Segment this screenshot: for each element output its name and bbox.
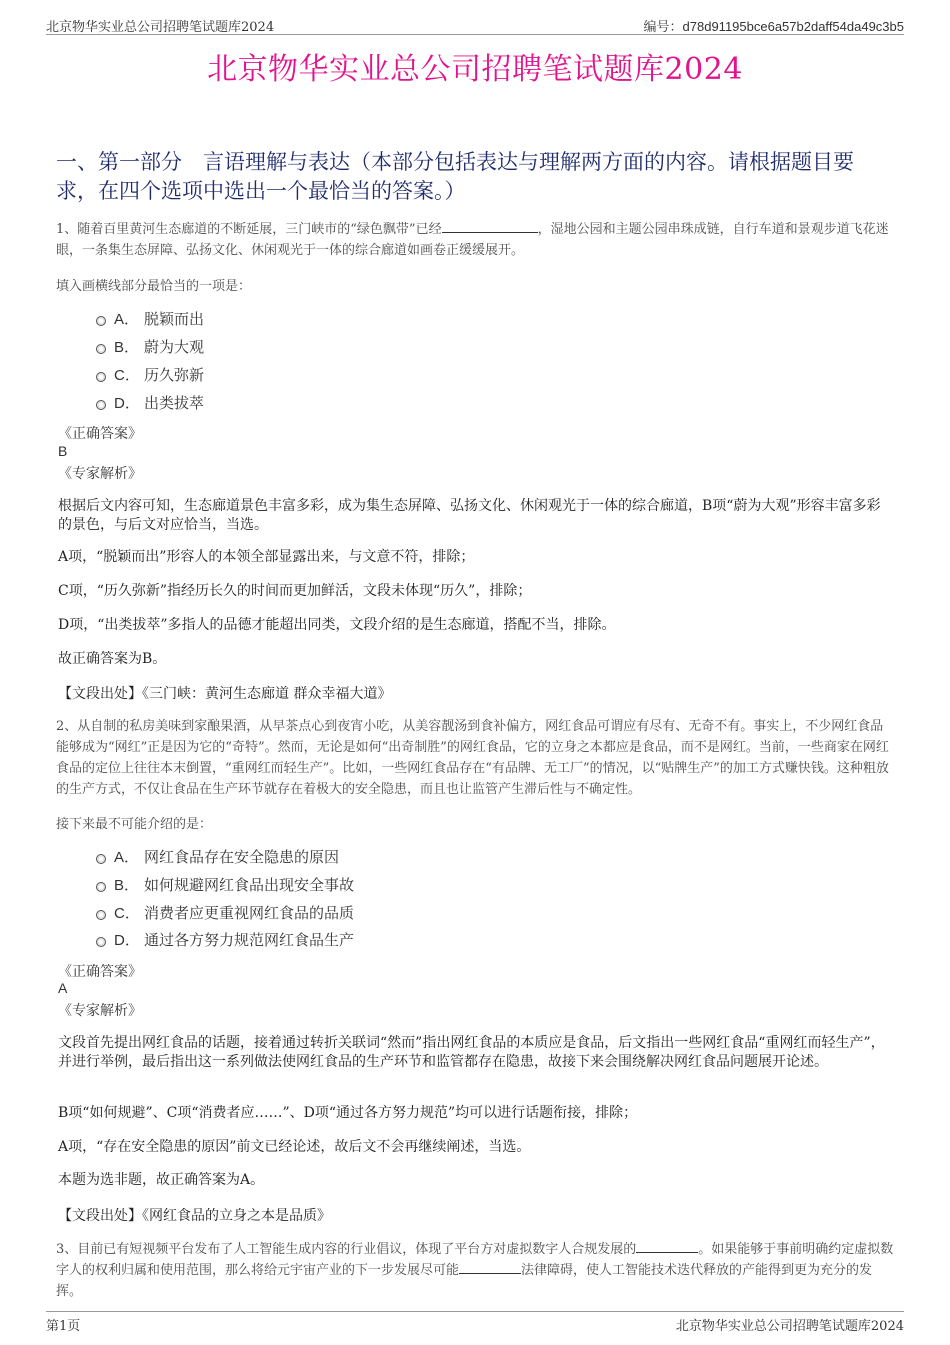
- page-number: 第1页: [46, 1319, 81, 1334]
- question-2-text: 2、从自制的私房美味到家酿果酒，从早茶点心到夜宵小吃，从美容靓汤到食补偏方，网红食品可谓应有尽有、无奇不有。事实上，不少网红食品能够成为“网红”正是因为它的“奇特”。然而，无论是如何“出奇制胜”的网红食品，它的立身之本都应是食品，而不是网红。当前，一些商家在网红食品的定位上往往本末倒置，“重网红而轻生产”。比如，一些网红食品存在“有品牌、无工厂”的情况，以“贴牌生产”的加工方式赚快钱。这种粗放的生产方式，不仅让食品在生产环节就存在着极大的安全隐患，而且也让监管产生滞后性与不确定性。: [56, 719, 889, 797]
- question-1-text-after: ，湿地公园和主题公园串珠成链，自行车道和景观步道飞花迷眼，一条集生态屏障、弘扬文化、休闲观光于一体的综合廊道如画卷正缓缓展开。: [56, 222, 889, 258]
- radio-icon[interactable]: [96, 372, 106, 382]
- option-text: 消费者应更重视网红食品的品质: [144, 904, 355, 922]
- question-2-prompt: 接下来最不可能介绍的是：: [56, 817, 213, 832]
- answer-label: 《正确答案》: [58, 426, 142, 442]
- radio-icon[interactable]: [96, 910, 106, 920]
- radio-icon[interactable]: [96, 937, 106, 947]
- option-text: 历久弥新: [144, 366, 205, 384]
- analysis-paragraph: A项，“脱颖而出”形容人的本领全部显露出来，与文意不符，排除；: [58, 549, 475, 565]
- question-1-option-b[interactable]: [96, 336, 204, 358]
- answer-value: A: [58, 980, 68, 996]
- option-text: 如何规避网红食品出现安全事故: [144, 876, 355, 894]
- analysis-paragraph: C项，“历久弥新”指经历长久的时间而更加鲜活，文段未体现“历久”，排除；: [58, 583, 532, 599]
- header-id-label: 编号：: [643, 20, 683, 35]
- fill-blank: [459, 1261, 521, 1274]
- option-text: 出类拔萃: [144, 394, 205, 412]
- option-letter: C．: [114, 367, 140, 384]
- question-3-text: [56, 1239, 896, 1302]
- option-letter: B．: [114, 877, 140, 894]
- option-text: 通过各方努力规范网红食品生产: [144, 931, 355, 949]
- option-letter: A．: [114, 849, 140, 866]
- answer-value: B: [58, 443, 68, 459]
- question-2-option-d[interactable]: [96, 929, 354, 951]
- question-2-option-a[interactable]: [96, 846, 339, 868]
- question-1-option-a[interactable]: [96, 308, 204, 330]
- page-header: [46, 12, 904, 35]
- option-letter: D．: [114, 395, 140, 412]
- radio-icon[interactable]: [96, 344, 106, 354]
- fill-blank: [636, 1240, 698, 1253]
- option-letter: C．: [114, 905, 140, 922]
- source-citation: 【文段出处】《网红食品的立身之本是品质》: [58, 1208, 331, 1224]
- radio-icon[interactable]: [96, 400, 106, 410]
- question-2-option-c[interactable]: [96, 902, 354, 924]
- radio-icon[interactable]: [96, 316, 106, 326]
- section-heading: 一、第一部分 言语理解与表达（本部分包括表达与理解两方面的内容。请根据题目要求，在四个选项中选出一个最恰当的答案。）: [56, 150, 854, 203]
- question-1-option-c[interactable]: [96, 364, 204, 386]
- header-doc-id: [644, 16, 904, 35]
- question-3-text-a: 3、目前已有短视频平台发布了人工智能生成内容的行业倡议，体现了平台方对虚拟数字人合规发展的: [56, 1242, 637, 1257]
- analysis-paragraph: D项，“出类拔萃”多指人的品德才能超出同类，文段介绍的是生态廊道，搭配不当，排除。: [58, 617, 616, 633]
- question-1-prompt: 填入画横线部分最恰当的一项是：: [56, 279, 252, 294]
- analysis-paragraph: 文段首先提出网红食品的话题，接着通过转折关联词“然而”指出网红食品的本质应是食品，后文指出一些网红食品“重网红而轻生产”，并进行举例，最后指出这一系列做法使网红食品的生产环节和监管都存在隐患，故接下来会围绕解决网红食品问题展开论述。: [58, 1035, 885, 1070]
- radio-icon[interactable]: [96, 882, 106, 892]
- document-title: 北京物华实业总公司招聘笔试题库2024: [207, 52, 743, 87]
- analysis-paragraph: 根据后文内容可知，生态廊道景色丰富多彩，成为集生态屏障、弘扬文化、休闲观光于一体的综合廊道，B项“蔚为大观”形容丰富多彩的景色，与后文对应恰当，当选。: [58, 498, 881, 533]
- footer-title: 北京物华实业总公司招聘笔试题库2024: [675, 1319, 904, 1334]
- header-id-value: d78d91195bce6a57b2daff54da49c3b5: [682, 19, 904, 34]
- analysis-paragraph: 故正确答案为B。: [58, 651, 167, 667]
- analysis-paragraph: 本题为选非题，故正确答案为A。: [58, 1172, 265, 1188]
- analysis-label: 《专家解析》: [58, 1003, 142, 1019]
- option-letter: B．: [114, 339, 140, 356]
- question-1-option-d[interactable]: [96, 392, 204, 414]
- question-3-text-b: 。如果能够于事前明确约定虚拟数字人的权利归属和使用范围，那么将给元宇宙产业的下一步发展尽可能: [56, 1242, 894, 1278]
- question-1-text: [56, 219, 896, 261]
- option-letter: D．: [114, 932, 140, 949]
- page-footer: [46, 1311, 904, 1334]
- question-3-text-c: 法律障碍，使人工智能技术迭代释放的产能得到更为充分的发挥。: [56, 1263, 873, 1299]
- radio-icon[interactable]: [96, 854, 106, 864]
- fill-blank: [442, 220, 538, 233]
- option-text: 网红食品存在安全隐患的原因: [144, 848, 340, 866]
- source-citation: 【文段出处】《三门峡：黄河生态廊道 群众幸福大道》: [58, 686, 392, 702]
- question-1-text-before: 1、随着百里黄河生态廊道的不断延展，三门峡市的“绿色飘带”已经: [56, 222, 442, 237]
- option-text: 脱颖而出: [144, 310, 205, 328]
- analysis-paragraph: B项“如何规避”、C项“消费者应……”、D项“通过各方努力规范”均可以进行话题衔接，排除；: [58, 1105, 638, 1121]
- question-2-option-b[interactable]: [96, 874, 354, 896]
- header-title: 北京物华实业总公司招聘笔试题库2024: [46, 20, 275, 35]
- analysis-label: 《专家解析》: [58, 466, 142, 482]
- option-text: 蔚为大观: [144, 338, 205, 356]
- answer-label: 《正确答案》: [58, 964, 142, 980]
- analysis-paragraph: A项，“存在安全隐患的原因”前文已经论述，故后文不会再继续阐述，当选。: [58, 1139, 531, 1155]
- option-letter: A．: [114, 311, 140, 328]
